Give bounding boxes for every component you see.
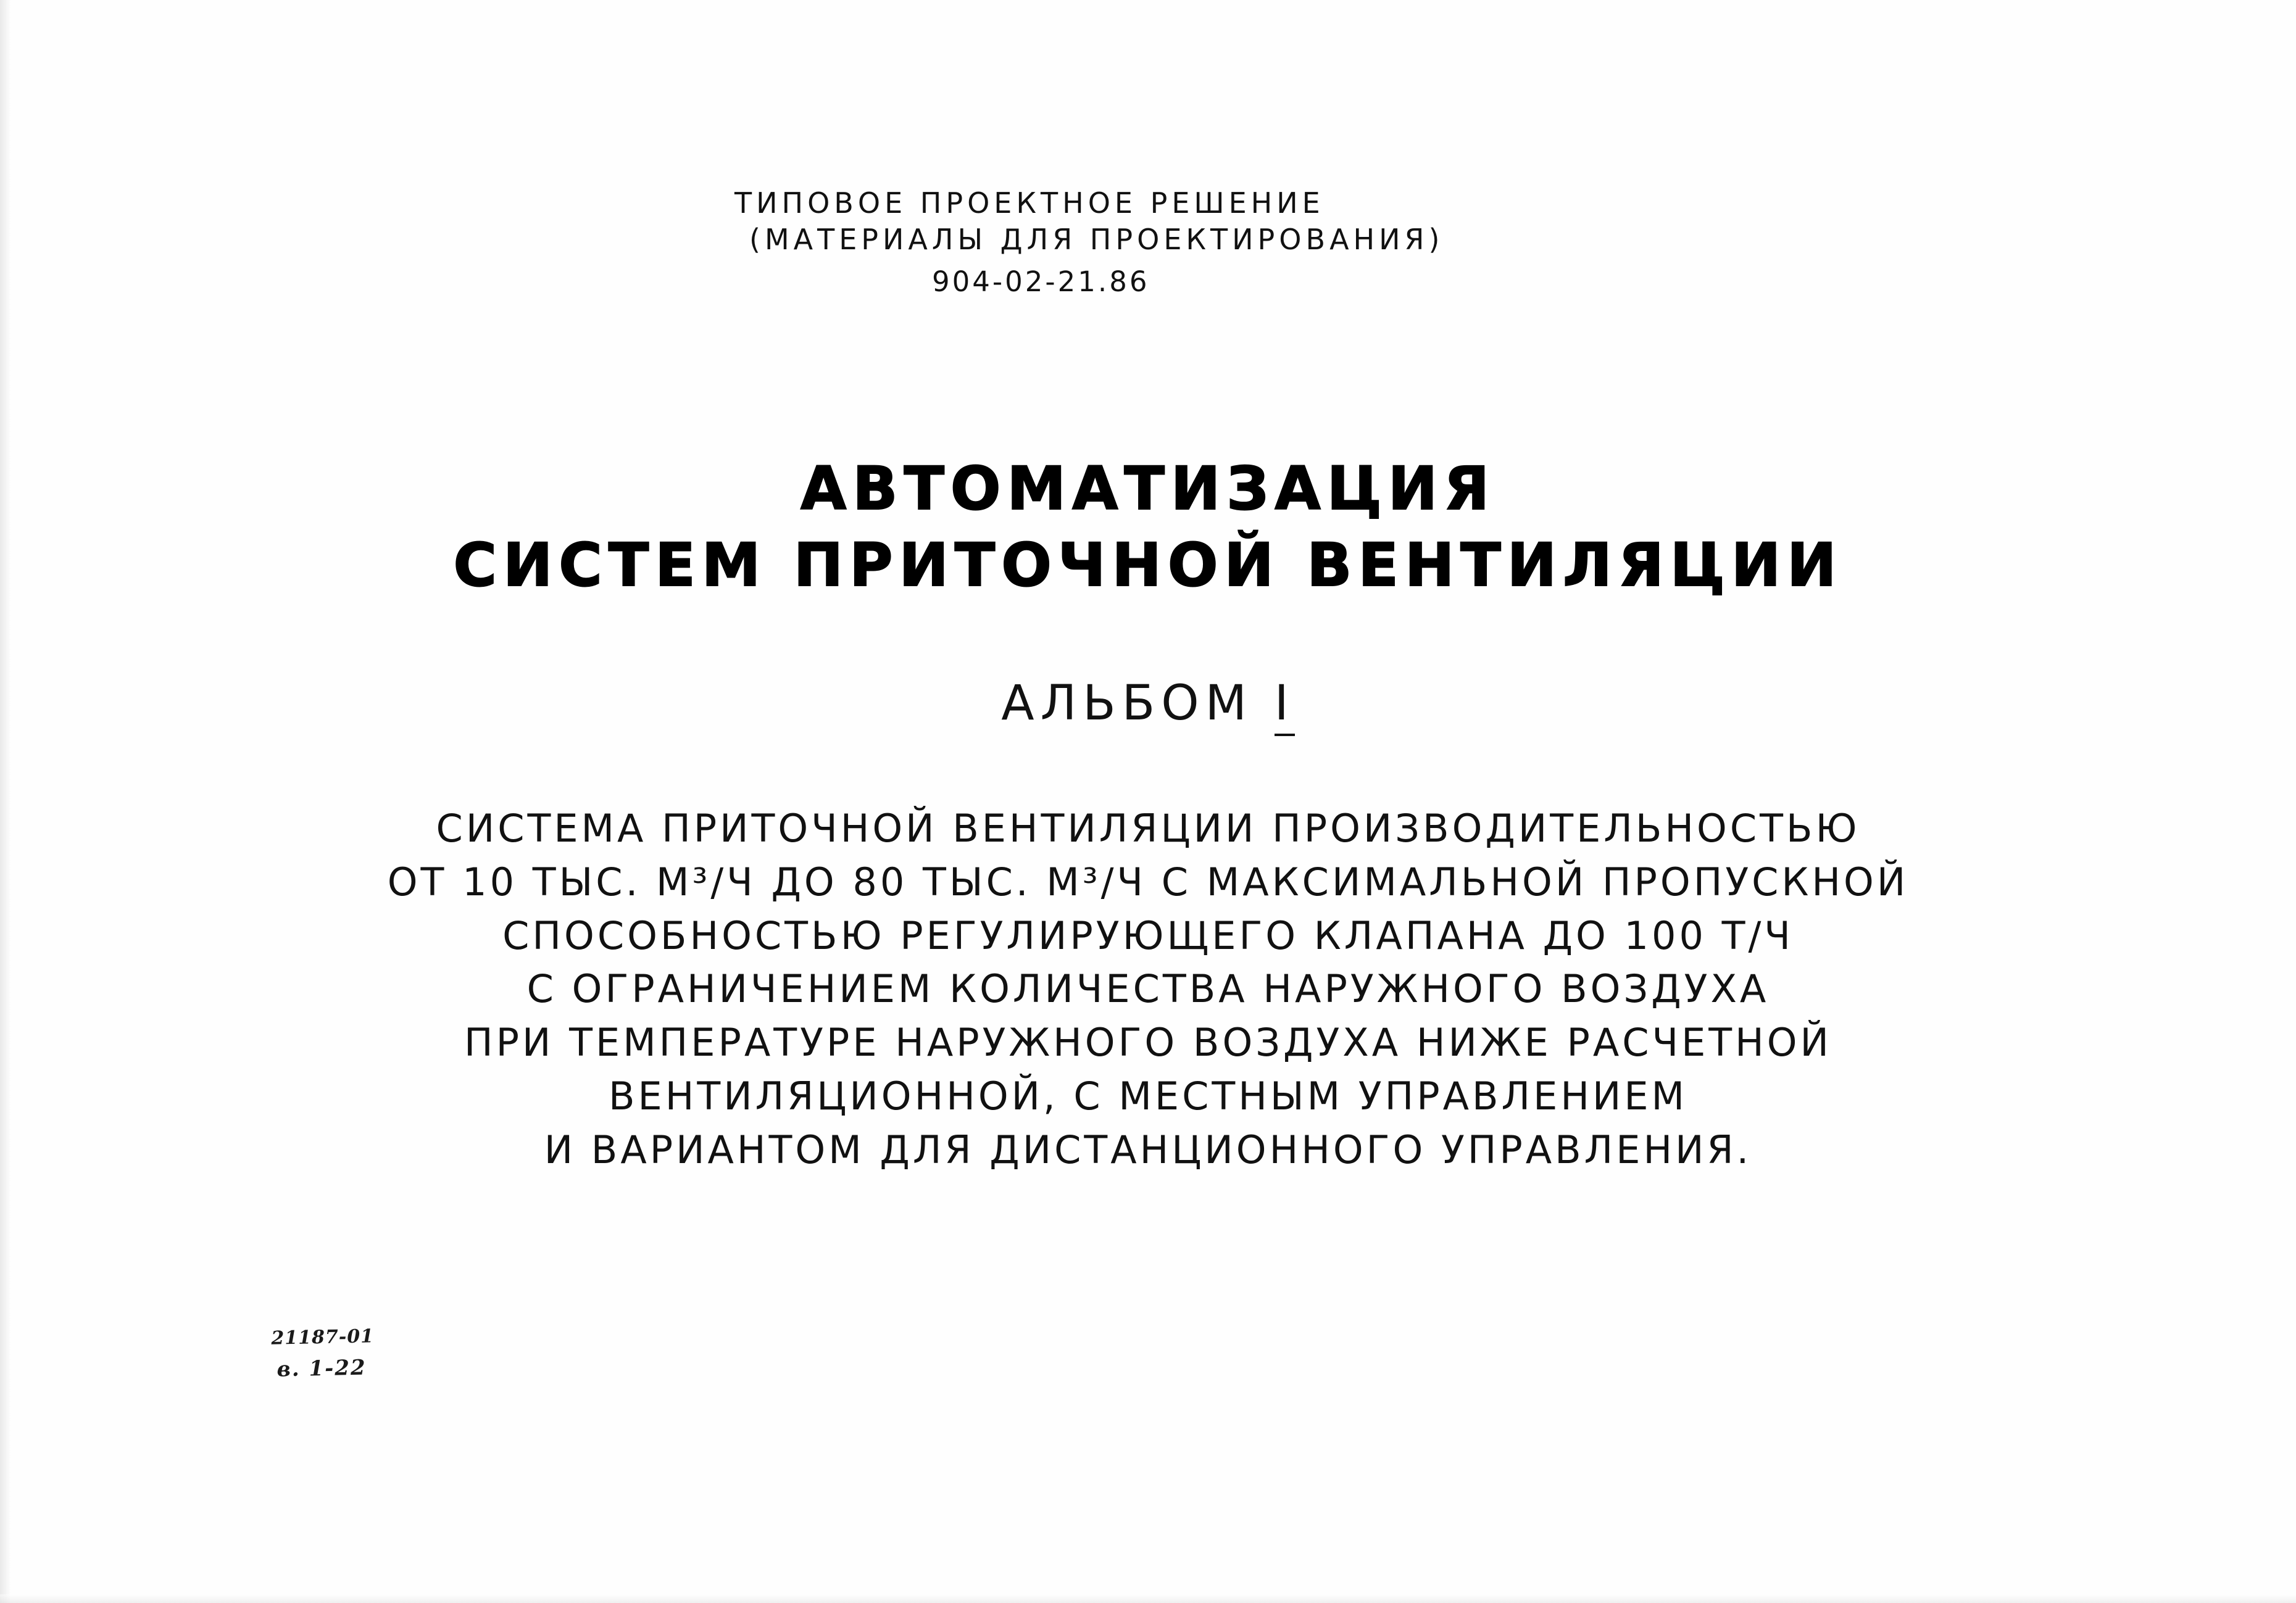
header-line-materials: (МАТЕРИАЛЫ ДЛЯ ПРОЕКТИРОВАНИЯ) bbox=[749, 222, 1444, 256]
document-header bbox=[734, 185, 1660, 299]
page-title bbox=[0, 454, 2296, 600]
description-line: ВЕНТИЛЯЦИОННОЙ, С МЕСТНЫМ УПРАВЛЕНИЕМ bbox=[609, 1073, 1687, 1119]
description-line: СИСТЕМА ПРИТОЧНОЙ ВЕНТИЛЯЦИИ ПРОИЗВОДИТЕЛЬНОСТЬЮ bbox=[436, 806, 1860, 851]
handwritten-archive-stamp bbox=[271, 1322, 375, 1386]
album-text bbox=[0, 676, 2296, 731]
title-line-supply-ventilation-systems: СИСТЕМ ПРИТОЧНОЙ ВЕНТИЛЯЦИИ bbox=[453, 530, 1843, 600]
header-line-standard-design: ТИПОВОЕ ПРОЕКТНОЕ РЕШЕНИЕ bbox=[734, 186, 1325, 220]
document-description bbox=[0, 802, 2296, 1177]
title-line-automation: АВТОМАТИЗАЦИЯ bbox=[800, 454, 1496, 523]
stamp-shelf-mark: в. 1-22 bbox=[277, 1355, 367, 1382]
album-label: АЛЬБОМ bbox=[1001, 676, 1253, 731]
description-line: ОТ 10 ТЫС. М³/Ч ДО 80 ТЫС. М³/Ч С МАКСИМАЛЬНОЙ ПРОПУСКНОЙ bbox=[387, 859, 1909, 905]
description-line: И ВАРИАНТОМ ДЛЯ ДИСТАНЦИОННОГО УПРАВЛЕНИЯ. bbox=[544, 1127, 1752, 1172]
document-code: 904-02-21.86 bbox=[932, 265, 1150, 298]
stamp-inventory-number: 21187-01 bbox=[271, 1325, 375, 1349]
album-designation bbox=[0, 676, 2296, 731]
description-line: ПРИ ТЕМПЕРАТУРЕ НАРУЖНОГО ВОЗДУХА НИЖЕ РАСЧЕТНОЙ bbox=[464, 1020, 1832, 1066]
album-number: I bbox=[1275, 676, 1295, 736]
description-line: С ОГРАНИЧЕНИЕМ КОЛИЧЕСТВА НАРУЖНОГО ВОЗДУХА bbox=[526, 966, 1770, 1012]
description-line: СПОСОБНОСТЬЮ РЕГУЛИРУЮЩЕГО КЛАПАНА ДО 100 Т/Ч bbox=[502, 913, 1794, 958]
